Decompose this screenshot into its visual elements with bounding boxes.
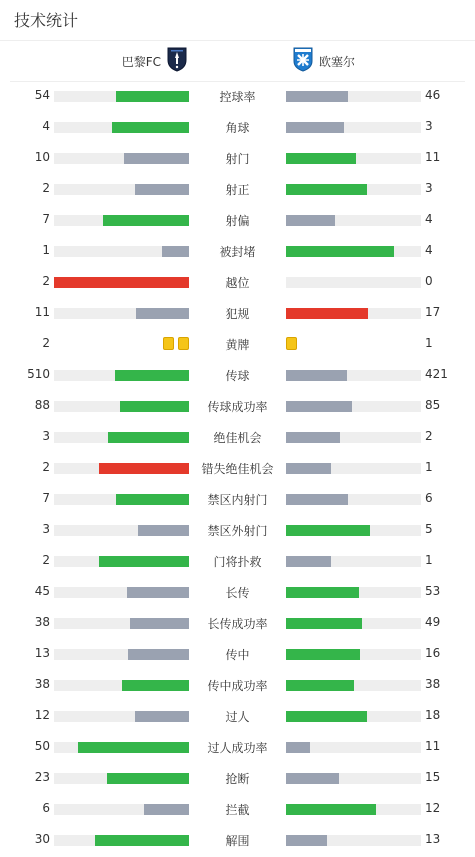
home-stat-value: 10	[34, 150, 50, 164]
stat-row	[0, 267, 475, 298]
stat-label: 拦截	[225, 803, 250, 817]
home-stat-value: 23	[34, 770, 50, 784]
stat-label: 射正	[225, 183, 250, 197]
away-stat-value: 12	[425, 801, 441, 815]
home-stat-bar	[54, 215, 189, 226]
away-stat-bar	[286, 711, 421, 722]
stat-label: 过人	[225, 710, 250, 724]
home-stat-bar-fill	[99, 463, 189, 474]
home-stat-bar-fill	[127, 587, 189, 598]
away-stat-bar	[286, 370, 421, 381]
away-stat-value: 15	[425, 770, 441, 784]
stat-label: 长传成功率	[207, 617, 268, 631]
home-stat-bar-fill	[122, 680, 190, 691]
away-team-name: 欧塞尔	[319, 54, 356, 69]
home-stat-value: 13	[34, 646, 50, 660]
header-divider	[0, 40, 475, 41]
away-stat-value: 0	[425, 274, 433, 288]
home-stat-bar	[54, 246, 189, 257]
home-stat-value: 7	[42, 212, 50, 226]
home-stat-bar-fill	[162, 246, 189, 257]
stat-label: 射偏	[225, 214, 250, 228]
home-stat-bar	[54, 804, 189, 815]
away-stat-bar	[286, 401, 421, 412]
away-stat-bar-fill	[286, 835, 327, 846]
away-stat-bar-fill	[286, 556, 331, 567]
home-stat-bar	[54, 432, 189, 443]
away-stat-bar-fill	[286, 370, 347, 381]
home-stat-bar	[54, 556, 189, 567]
away-stat-bar-fill	[286, 742, 310, 753]
stat-label: 禁区外射门	[207, 524, 268, 538]
away-stat-bar-fill	[286, 680, 354, 691]
away-stat-value: 4	[425, 212, 433, 226]
stat-row	[0, 484, 475, 515]
stat-label: 传中	[225, 648, 250, 662]
home-team-name: 巴黎FC	[121, 54, 161, 69]
home-stat-bar-fill	[99, 556, 189, 567]
stat-row	[0, 546, 475, 577]
stat-row	[0, 174, 475, 205]
home-stat-bar-fill	[130, 618, 189, 629]
away-stat-value: 16	[425, 646, 441, 660]
stat-label: 长传	[225, 586, 250, 600]
home-stat-value: 3	[42, 429, 50, 443]
home-stat-bar-fill	[95, 835, 190, 846]
stat-label: 错失绝佳机会	[201, 462, 274, 476]
home-stat-bar-fill	[107, 773, 189, 784]
stat-row	[0, 205, 475, 236]
stat-row	[0, 763, 475, 794]
away-stat-bar-fill	[286, 432, 340, 443]
home-stat-bar-fill	[78, 742, 189, 753]
away-stat-bar	[286, 556, 421, 567]
away-stat-value: 53	[425, 584, 441, 598]
away-stat-bar	[286, 246, 421, 257]
stat-label: 黄牌	[225, 338, 250, 352]
away-stat-value: 3	[425, 181, 433, 195]
home-stat-value: 2	[42, 553, 50, 567]
stat-label: 过人成功率	[207, 741, 268, 755]
home-stat-bar	[54, 835, 189, 846]
home-stat-value: 38	[34, 615, 50, 629]
away-stat-bar	[286, 463, 421, 474]
home-stat-bar	[54, 277, 189, 288]
home-stat-bar	[54, 494, 189, 505]
yellow-card-icon	[286, 337, 297, 350]
stat-label: 门将扑救	[213, 555, 262, 569]
away-team[interactable]	[292, 46, 355, 76]
away-stat-bar-fill	[286, 494, 348, 505]
home-stat-bar-fill	[112, 122, 189, 133]
home-stat-bar-fill	[124, 153, 189, 164]
away-stat-bar-fill	[286, 773, 339, 784]
auxerre-crest-icon	[292, 46, 314, 76]
away-stat-bar-fill	[286, 804, 376, 815]
away-stat-bar	[286, 804, 421, 815]
away-stat-value: 4	[425, 243, 433, 257]
away-stat-bar-fill	[286, 122, 344, 133]
away-stat-bar	[286, 277, 421, 288]
away-stat-bar-fill	[286, 587, 359, 598]
away-stat-bar	[286, 432, 421, 443]
away-stat-value: 1	[425, 336, 433, 350]
home-stat-bar	[54, 122, 189, 133]
stats-list	[0, 81, 475, 856]
stat-row	[0, 298, 475, 329]
away-stat-bar-fill	[286, 246, 394, 257]
away-stat-bar	[286, 680, 421, 691]
stat-row	[0, 81, 475, 112]
home-cards	[163, 337, 189, 350]
home-stat-bar	[54, 711, 189, 722]
home-team[interactable]	[122, 46, 188, 76]
away-stat-bar-fill	[286, 91, 348, 102]
away-stat-bar	[286, 308, 421, 319]
stat-row	[0, 112, 475, 143]
away-stat-value: 421	[425, 367, 448, 381]
away-stat-bar	[286, 618, 421, 629]
home-stat-bar-fill	[135, 711, 189, 722]
away-stat-value: 17	[425, 305, 441, 319]
page-title: 技术统计	[14, 11, 79, 30]
home-stat-bar	[54, 680, 189, 691]
yellow-card-icon	[178, 337, 189, 350]
stat-row	[0, 422, 475, 453]
home-stat-value: 38	[34, 677, 50, 691]
away-stat-bar	[286, 91, 421, 102]
home-stat-bar-fill	[138, 525, 189, 536]
home-stat-bar	[54, 618, 189, 629]
stat-row	[0, 608, 475, 639]
stat-label: 越位	[225, 276, 250, 290]
home-stat-bar	[54, 773, 189, 784]
away-stat-value: 46	[425, 88, 441, 102]
home-stat-bar	[54, 91, 189, 102]
home-stat-value: 6	[42, 801, 50, 815]
home-stat-bar-fill	[108, 432, 189, 443]
home-stat-value: 12	[34, 708, 50, 722]
home-stat-bar	[54, 401, 189, 412]
stat-label: 射门	[225, 152, 250, 166]
home-stat-bar	[54, 184, 189, 195]
away-stat-bar	[286, 835, 421, 846]
home-stat-bar	[54, 587, 189, 598]
team-header	[0, 46, 475, 76]
stat-row	[0, 577, 475, 608]
home-stat-value: 7	[42, 491, 50, 505]
stat-label: 犯规	[225, 307, 250, 321]
home-stat-bar-fill	[116, 91, 189, 102]
away-stat-value: 18	[425, 708, 441, 722]
away-stat-value: 38	[425, 677, 441, 691]
away-stat-value: 11	[425, 739, 441, 753]
home-stat-value: 88	[34, 398, 50, 412]
home-stat-value: 2	[42, 274, 50, 288]
home-stat-bar-fill	[128, 649, 189, 660]
home-stat-value: 2	[42, 336, 50, 350]
away-stat-value: 85	[425, 398, 441, 412]
away-stat-bar-fill	[286, 308, 368, 319]
away-stat-bar	[286, 122, 421, 133]
away-stat-bar-fill	[286, 463, 331, 474]
away-stat-bar	[286, 184, 421, 195]
stat-row	[0, 143, 475, 174]
home-stat-bar	[54, 308, 189, 319]
home-stat-value: 30	[34, 832, 50, 846]
paris-fc-crest-icon	[166, 46, 188, 76]
home-stat-bar	[54, 370, 189, 381]
away-stat-bar	[286, 742, 421, 753]
away-stat-bar	[286, 773, 421, 784]
stat-label: 传中成功率	[207, 679, 268, 693]
stat-row	[0, 670, 475, 701]
away-stat-bar	[286, 587, 421, 598]
stat-label: 解围	[225, 834, 250, 848]
stat-row	[0, 732, 475, 763]
home-stat-value: 3	[42, 522, 50, 536]
away-stat-value: 6	[425, 491, 433, 505]
home-stat-value: 510	[27, 367, 50, 381]
away-stat-value: 49	[425, 615, 441, 629]
away-stat-value: 1	[425, 553, 433, 567]
away-stat-bar-fill	[286, 401, 352, 412]
stat-label: 控球率	[219, 90, 256, 104]
stat-label: 传球	[225, 369, 250, 383]
stat-label: 传球成功率	[207, 400, 268, 414]
home-stat-bar-fill	[120, 401, 189, 412]
away-stat-bar-fill	[286, 153, 356, 164]
stat-label: 角球	[225, 121, 250, 135]
away-stat-bar-fill	[286, 649, 360, 660]
home-stat-bar	[54, 463, 189, 474]
home-stat-value: 2	[42, 460, 50, 474]
home-stat-value: 50	[34, 739, 50, 753]
home-stat-bar-fill	[135, 184, 189, 195]
away-stat-bar-fill	[286, 215, 335, 226]
stat-row	[0, 360, 475, 391]
home-stat-bar	[54, 742, 189, 753]
stat-row	[0, 639, 475, 670]
home-stat-bar-fill	[115, 370, 189, 381]
away-stat-bar-fill	[286, 618, 362, 629]
home-stat-value: 1	[42, 243, 50, 257]
stat-row	[0, 329, 475, 360]
stat-row	[0, 794, 475, 825]
stat-row	[0, 236, 475, 267]
away-stat-bar	[286, 649, 421, 660]
away-stat-value: 11	[425, 150, 441, 164]
home-stat-bar-fill	[136, 308, 189, 319]
home-stat-bar	[54, 153, 189, 164]
home-stat-value: 4	[42, 119, 50, 133]
home-stat-value: 54	[34, 88, 50, 102]
away-stat-bar	[286, 525, 421, 536]
home-stat-value: 45	[34, 584, 50, 598]
yellow-card-icon	[163, 337, 174, 350]
away-stat-bar-fill	[286, 184, 367, 195]
stat-row	[0, 701, 475, 732]
away-stat-bar-fill	[286, 525, 370, 536]
stat-row	[0, 515, 475, 546]
home-stat-value: 2	[42, 181, 50, 195]
away-stat-bar	[286, 153, 421, 164]
stat-label: 禁区内射门	[207, 493, 268, 507]
away-stat-value: 2	[425, 429, 433, 443]
stat-row	[0, 453, 475, 484]
away-stat-bar	[286, 494, 421, 505]
away-stat-value: 5	[425, 522, 433, 536]
home-stat-value: 11	[34, 305, 50, 319]
away-stat-value: 3	[425, 119, 433, 133]
away-stat-bar	[286, 215, 421, 226]
home-stat-bar	[54, 525, 189, 536]
stat-label: 绝佳机会	[213, 431, 262, 445]
stat-row	[0, 391, 475, 422]
away-cards	[286, 337, 297, 350]
home-stat-bar	[54, 649, 189, 660]
home-stat-bar-fill	[144, 804, 189, 815]
stat-label: 被封堵	[219, 245, 256, 259]
away-stat-bar-fill	[286, 711, 367, 722]
home-stat-bar-fill	[54, 277, 189, 288]
away-stat-value: 1	[425, 460, 433, 474]
stat-label: 抢断	[225, 772, 250, 786]
stat-row	[0, 825, 475, 856]
home-stat-bar-fill	[116, 494, 189, 505]
away-stat-value: 13	[425, 832, 441, 846]
home-stat-bar-fill	[103, 215, 189, 226]
